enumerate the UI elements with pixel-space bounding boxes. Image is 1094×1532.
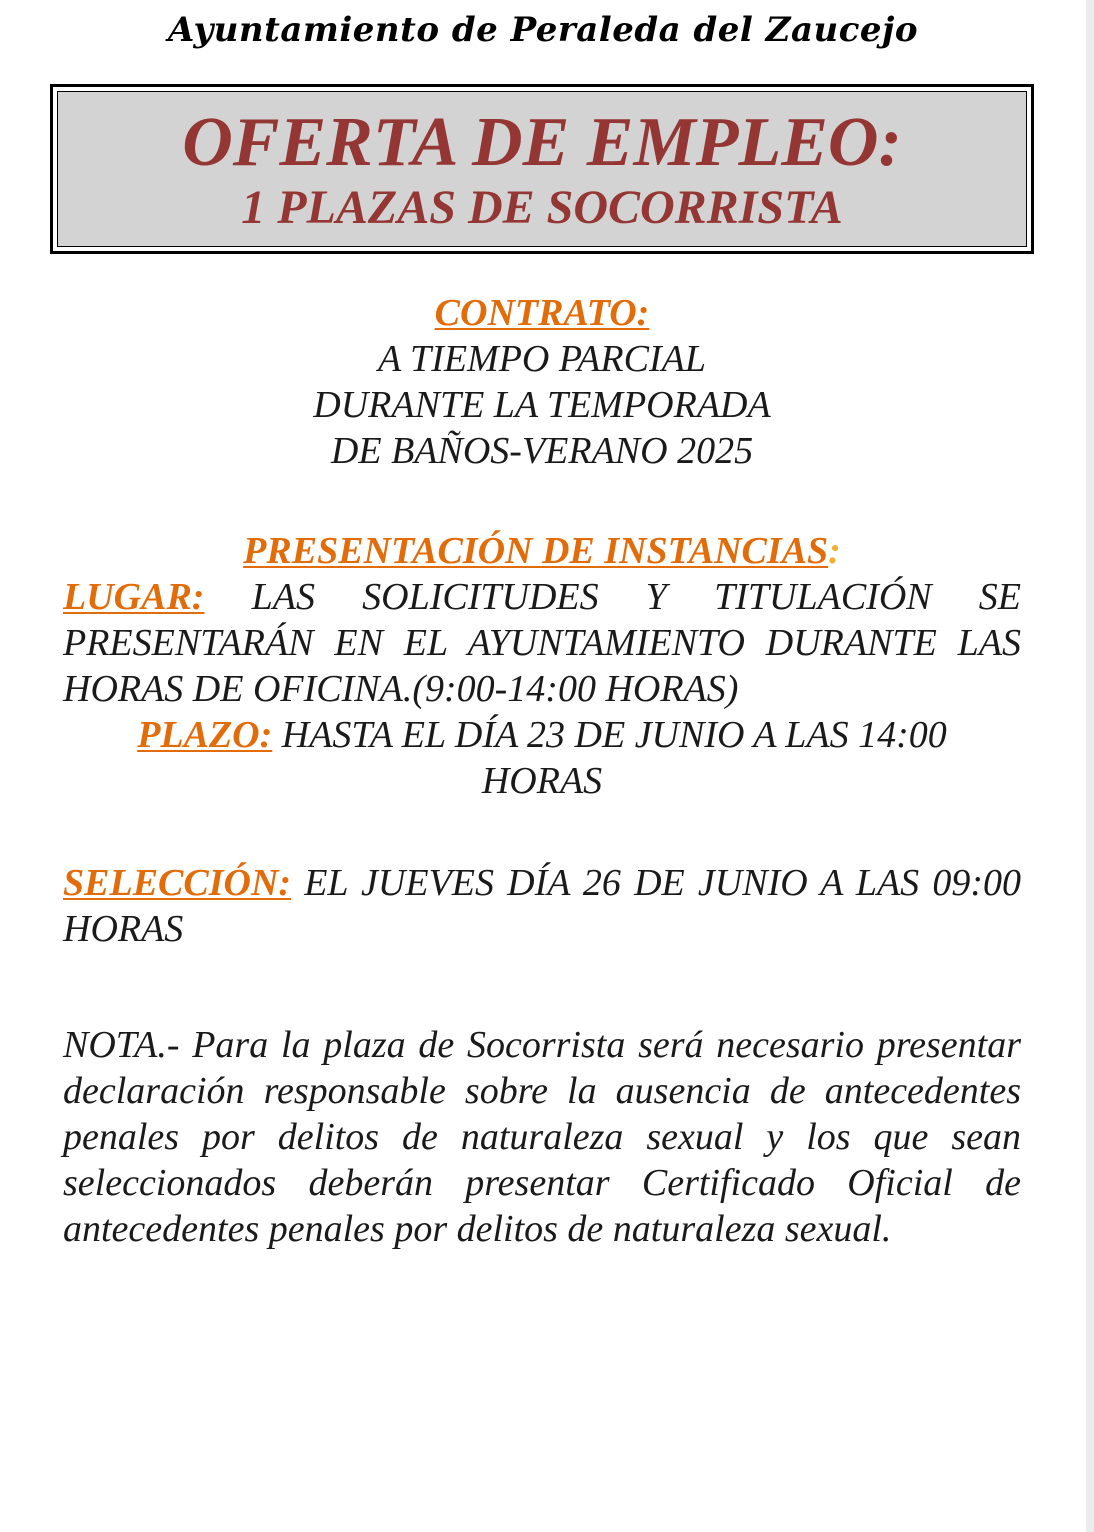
title-box (50, 84, 1034, 254)
submission-label-colon: : (828, 530, 841, 572)
positions-subtitle: 1 PLAZAS DE SOCORRISTA (241, 181, 843, 234)
contract-section (63, 290, 1021, 474)
selection-label: SELECCIÓN: (63, 862, 292, 904)
note-paragraph: NOTA.- Para la plaza de Socorrista será necesario presentar declaración responsable sobre la ausencia de antecedentes penales por delitos de naturaleza sexual y los que sean seleccionados deberán presentar Certificado Oficial de antecedentes penales por delitos de naturaleza sexual. (63, 1024, 1021, 1250)
submission-label: PRESENTACIÓN DE INSTANCIAS (243, 530, 829, 572)
page-edge-strip (1086, 0, 1094, 1532)
place-paragraph (63, 574, 1021, 712)
deadline-label: PLAZO: (137, 714, 273, 756)
submission-heading (63, 528, 1021, 574)
deadline-text: HASTA EL DÍA 23 DE JUNIO A LAS 14:00 HORAS (272, 714, 947, 802)
place-text: LAS SOLICITUDES Y TITULACIÓN SE PRESENTARÁN EN EL AYUNTAMIENTO DURANTE LAS HORAS DE OFICINA.(9:00-14:00 HORAS) (63, 576, 1021, 710)
municipality-header: Ayuntamiento de Peraleda del Zaucejo (167, 10, 919, 50)
contract-line-1: A TIEMPO PARCIAL (378, 338, 706, 380)
job-offer-title: OFERTA DE EMPLEO: (182, 104, 902, 181)
selection-text: EL JUEVES DÍA 26 DE JUNIO A LAS 09:00 HORAS (63, 862, 1021, 950)
contract-label: CONTRATO: (434, 292, 650, 334)
selection-paragraph (63, 860, 1021, 952)
contract-line-2: DURANTE LA TEMPORADA (313, 384, 771, 426)
contract-line-3: DE BAÑOS-VERANO 2025 (330, 430, 754, 472)
submission-section (63, 528, 1021, 804)
deadline-paragraph (63, 712, 1021, 804)
place-label: LUGAR: (63, 576, 205, 618)
title-box-inner (57, 91, 1027, 247)
